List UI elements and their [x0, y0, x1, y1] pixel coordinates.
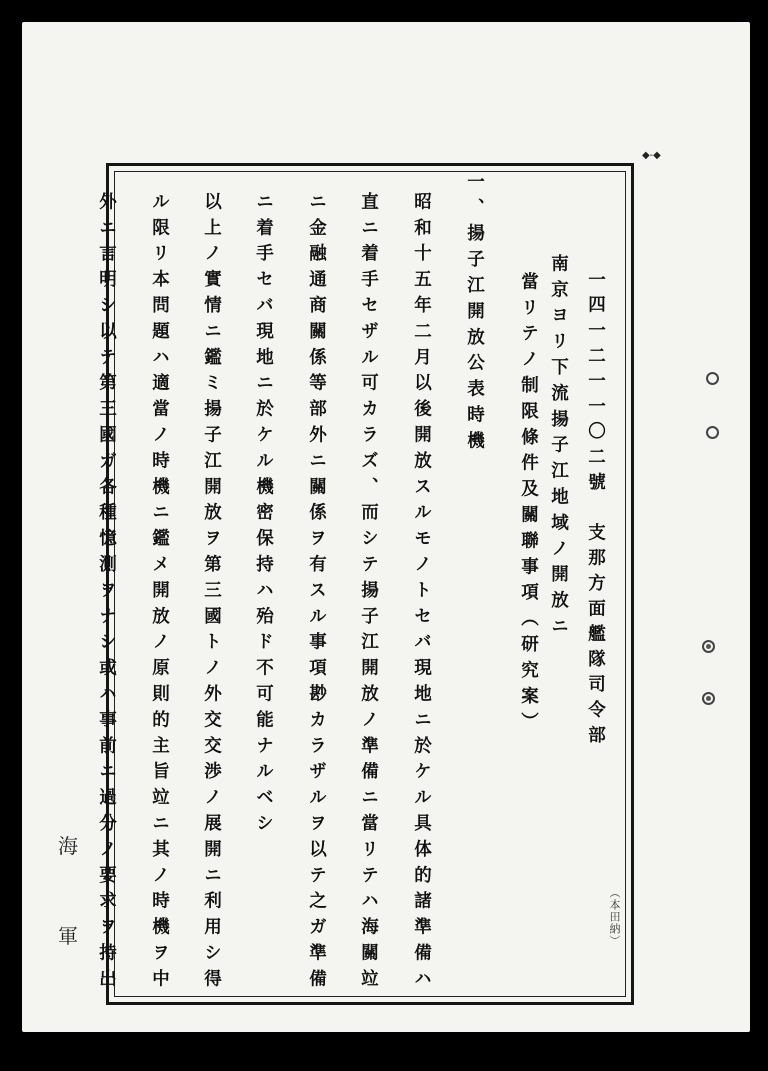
body-line-8: 外ニ言明シ以テ第三國ガ各種憶測ヲナシ或ハ事前ニ過分ノ要求ヲ持出 — [96, 192, 117, 995]
binding-hole-icon — [706, 372, 719, 385]
document-page — [22, 22, 750, 1032]
body-line-2: 昭和十五年二月以後開放スルモノトセバ現地ニ於ケル具体的諸準備ハ — [411, 192, 432, 995]
body-line-5: ニ着手セバ現地ニ於ケル機密保持ハ殆ド不可能ナルベシ — [253, 192, 274, 840]
body-line-3: 直ニ着手セザル可カラズ、而シテ揚子江開放ノ準備ニ當リテハ海關竝 — [358, 192, 379, 995]
body-line-7: ル限リ本問題ハ適當ノ時機ニ鑑メ開放ノ原則的主旨竝ニ其ノ時機ヲ中 — [149, 192, 170, 995]
document-header-line: 一四一二一一〇二號 支那方面艦隊司令部 — [585, 270, 606, 751]
document-heading-line-2: 當リテノ制限條件及關聯事項（研究案） — [518, 272, 539, 739]
binding-hole-icon — [702, 640, 715, 653]
binding-hole-icon — [702, 692, 715, 705]
margin-label-navy-1: 海 — [58, 834, 78, 858]
body-line-6: 以上ノ實情ニ鑑ミ揚子江開放ヲ第三國トノ外交交渉ノ展開ニ利用シ得 — [201, 192, 222, 995]
body-line-4: ニ金融通商關係等部外ニ關係ヲ有スル事項尠カラザルヲ以テ之ガ準備 — [306, 192, 327, 995]
archive-stamp: （本田納） — [608, 887, 621, 947]
page-corner-mark-icon: ◆‐◆ — [642, 150, 661, 161]
margin-label-navy-2: 軍 — [58, 924, 78, 948]
binding-hole-icon — [706, 426, 719, 439]
body-line-1: 一、揚子江開放公表時機 — [464, 172, 485, 457]
document-heading-line-1: 南京ヨリ下流揚子江地域ノ開放ニ — [548, 254, 569, 643]
